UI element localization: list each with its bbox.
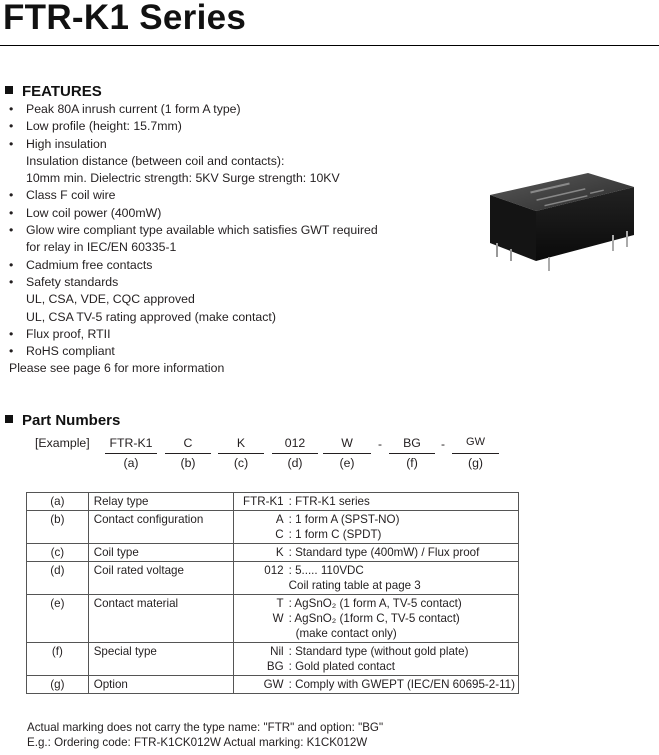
row-id: (f): [27, 643, 89, 676]
pn-segment-value: 012: [284, 436, 306, 450]
row-id: (e): [27, 595, 89, 643]
row-values: [233, 643, 518, 676]
value-desc: : 5..... 110VDC: [288, 564, 364, 577]
value-line: [236, 677, 515, 692]
features-heading: [5, 83, 102, 100]
relay-product-image: [480, 165, 640, 275]
value-desc: : AgSnO₂ (1 form A, TV-5 contact): [288, 597, 462, 610]
features-heading-text: FEATURES: [22, 83, 102, 100]
feature-line: Flux proof, RTII: [26, 326, 111, 341]
pn-segment-label: (b): [180, 456, 196, 470]
value-code: [236, 626, 284, 641]
pn-segment-value: GW: [466, 436, 485, 448]
pn-segment: [389, 436, 435, 470]
table-row: [27, 493, 519, 511]
value-line: [236, 611, 515, 626]
row-name: Relay type: [88, 493, 233, 511]
pn-segment-value: C: [183, 436, 193, 450]
feature-line: for relay in IEC/EN 60335-1: [26, 240, 177, 255]
value-desc: : Gold plated contact: [288, 660, 395, 673]
table-row: [27, 544, 519, 562]
pn-segment-underline: [323, 453, 371, 454]
pn-segment-underline: [452, 453, 499, 454]
value-code: 012: [264, 564, 284, 577]
pn-segment: [452, 436, 499, 470]
pn-segment-underline: [165, 453, 211, 454]
row-name: Special type: [88, 643, 233, 676]
value-desc: : AgSnO₂ (1form C, TV-5 contact): [288, 612, 460, 625]
value-desc: (make contact only): [295, 627, 397, 640]
feature-line: Glow wire compliant type available which satisfies GWT required: [26, 223, 378, 238]
value-desc: Coil rating table at page 3: [288, 579, 421, 592]
row-id: (b): [27, 511, 89, 544]
value-line: [236, 494, 515, 509]
feature-item: [9, 326, 378, 343]
pn-segment-value: FTR-K1: [109, 436, 153, 450]
pn-dash: -: [378, 437, 382, 451]
row-name: Coil rated voltage: [88, 562, 233, 595]
value-desc: : 1 form C (SPDT): [288, 528, 382, 541]
example-label: [Example]: [35, 436, 90, 450]
feature-line: UL, CSA, VDE, CQC approved: [26, 292, 195, 307]
row-name: Contact configuration: [88, 511, 233, 544]
part-numbers-heading: [5, 412, 120, 429]
pn-segment-label: (g): [467, 456, 484, 470]
bullet-icon: •: [9, 326, 14, 341]
feature-item: [9, 118, 378, 135]
value-code: C: [275, 528, 284, 541]
pn-segment-underline: [389, 453, 435, 454]
pn-segment: [272, 436, 318, 470]
bullet-icon: •: [9, 274, 14, 289]
row-values: [233, 511, 518, 544]
row-values: [233, 544, 518, 562]
row-id: (a): [27, 493, 89, 511]
value-code: T: [276, 597, 284, 610]
pn-segment-value: BG: [403, 436, 421, 450]
pn-segment: [105, 436, 157, 470]
feature-line: UL, CSA TV-5 rating approved (make contact): [26, 309, 276, 324]
row-name: Option: [88, 676, 233, 694]
bullet-icon: •: [9, 205, 14, 220]
square-bullet-icon: [5, 86, 13, 94]
page-title: FTR-K1 Series: [3, 0, 247, 37]
feature-line: RoHS compliant: [26, 344, 115, 359]
feature-line: 10mm min. Dielectric strength: 5KV Surge strength: 10KV: [26, 171, 340, 186]
value-line: [236, 512, 515, 527]
row-name: Contact material: [88, 595, 233, 643]
pn-segment-value: K: [236, 436, 246, 450]
feature-line: Cadmium free contacts: [26, 257, 153, 272]
value-desc: : 1 form A (SPST-NO): [288, 513, 400, 526]
row-id: (g): [27, 676, 89, 694]
features-list: [9, 101, 378, 360]
value-code: FTR-K1: [243, 495, 284, 508]
value-line: [236, 644, 515, 659]
part-number-table: [26, 492, 519, 694]
value-desc: : Comply with GWEPT (IEC/EN 60695-2-11): [288, 678, 515, 691]
value-desc: : FTR-K1 series: [288, 495, 370, 508]
feature-line: Class F coil wire: [26, 188, 116, 203]
pn-segment: [218, 436, 264, 470]
feature-item: [9, 257, 378, 274]
row-values: [233, 595, 518, 643]
pn-segment: [323, 436, 371, 470]
square-bullet-icon: [5, 415, 13, 423]
feature-item: [9, 187, 378, 204]
footnote-example: E.g.: Ordering code: FTR-K1CK012W Actual marking: K1CK012W: [27, 736, 368, 749]
value-line: [236, 527, 515, 542]
pn-segment-underline: [105, 453, 157, 454]
table-row: [27, 511, 519, 544]
table-row: [27, 595, 519, 643]
pn-segment-label: (f): [406, 456, 418, 470]
feature-line: Low profile (height: 15.7mm): [26, 119, 182, 134]
value-line: [236, 563, 515, 578]
feature-line: Safety standards: [26, 274, 119, 289]
bullet-icon: •: [9, 223, 14, 238]
bullet-icon: •: [9, 119, 14, 134]
value-code: Nil: [270, 645, 284, 658]
part-numbers-heading-text: Part Numbers: [22, 412, 121, 429]
value-line: [236, 578, 515, 593]
row-values: [233, 562, 518, 595]
pn-segment-label: (a): [123, 456, 139, 470]
value-code: W: [272, 612, 284, 625]
value-code: BG: [266, 660, 284, 673]
value-line: [236, 659, 515, 674]
feature-line: High insulation: [26, 136, 107, 151]
row-id: (d): [27, 562, 89, 595]
feature-line: Low coil power (400mW): [26, 205, 162, 220]
value-code: [236, 578, 284, 593]
feature-item: [9, 222, 378, 257]
feature-item: [9, 274, 378, 326]
value-code: K: [275, 546, 284, 559]
table-row: [27, 643, 519, 676]
feature-item: [9, 205, 378, 222]
row-values: [233, 493, 518, 511]
pn-segment: [165, 436, 211, 470]
feature-item: [9, 136, 378, 188]
pn-segment-value: W: [341, 436, 353, 450]
pn-segment-label: (d): [287, 456, 303, 470]
value-code: A: [275, 513, 284, 526]
bullet-icon: •: [9, 136, 14, 151]
value-line: [236, 545, 515, 560]
footnote-marking: Actual marking does not carry the type name: "FTR" and option: "BG": [27, 721, 384, 734]
value-desc: : Standard type (400mW) / Flux proof: [288, 546, 480, 559]
value-desc: : Standard type (without gold plate): [288, 645, 469, 658]
table-row: [27, 562, 519, 595]
bullet-icon: •: [9, 102, 14, 116]
bullet-icon: •: [9, 344, 14, 359]
pn-segment-label: (c): [233, 456, 249, 470]
bullet-icon: •: [9, 257, 14, 272]
features-note: Please see page 6 for more information: [9, 361, 225, 375]
pn-segment-label: (e): [339, 456, 355, 470]
pn-segment-underline: [218, 453, 264, 454]
feature-line: Peak 80A inrush current (1 form A type): [26, 102, 241, 116]
value-code: GW: [263, 678, 284, 691]
feature-item: [9, 101, 378, 118]
pn-dash: -: [441, 437, 445, 451]
table-row: [27, 676, 519, 694]
row-values: [233, 676, 518, 694]
title-divider: [0, 45, 659, 46]
row-id: (c): [27, 544, 89, 562]
value-line: [236, 596, 515, 611]
feature-line: Insulation distance (between coil and contacts):: [26, 153, 285, 168]
pn-segment-underline: [272, 453, 318, 454]
value-line: [236, 626, 515, 641]
bullet-icon: •: [9, 188, 14, 203]
feature-item: [9, 343, 378, 360]
row-name: Coil type: [88, 544, 233, 562]
